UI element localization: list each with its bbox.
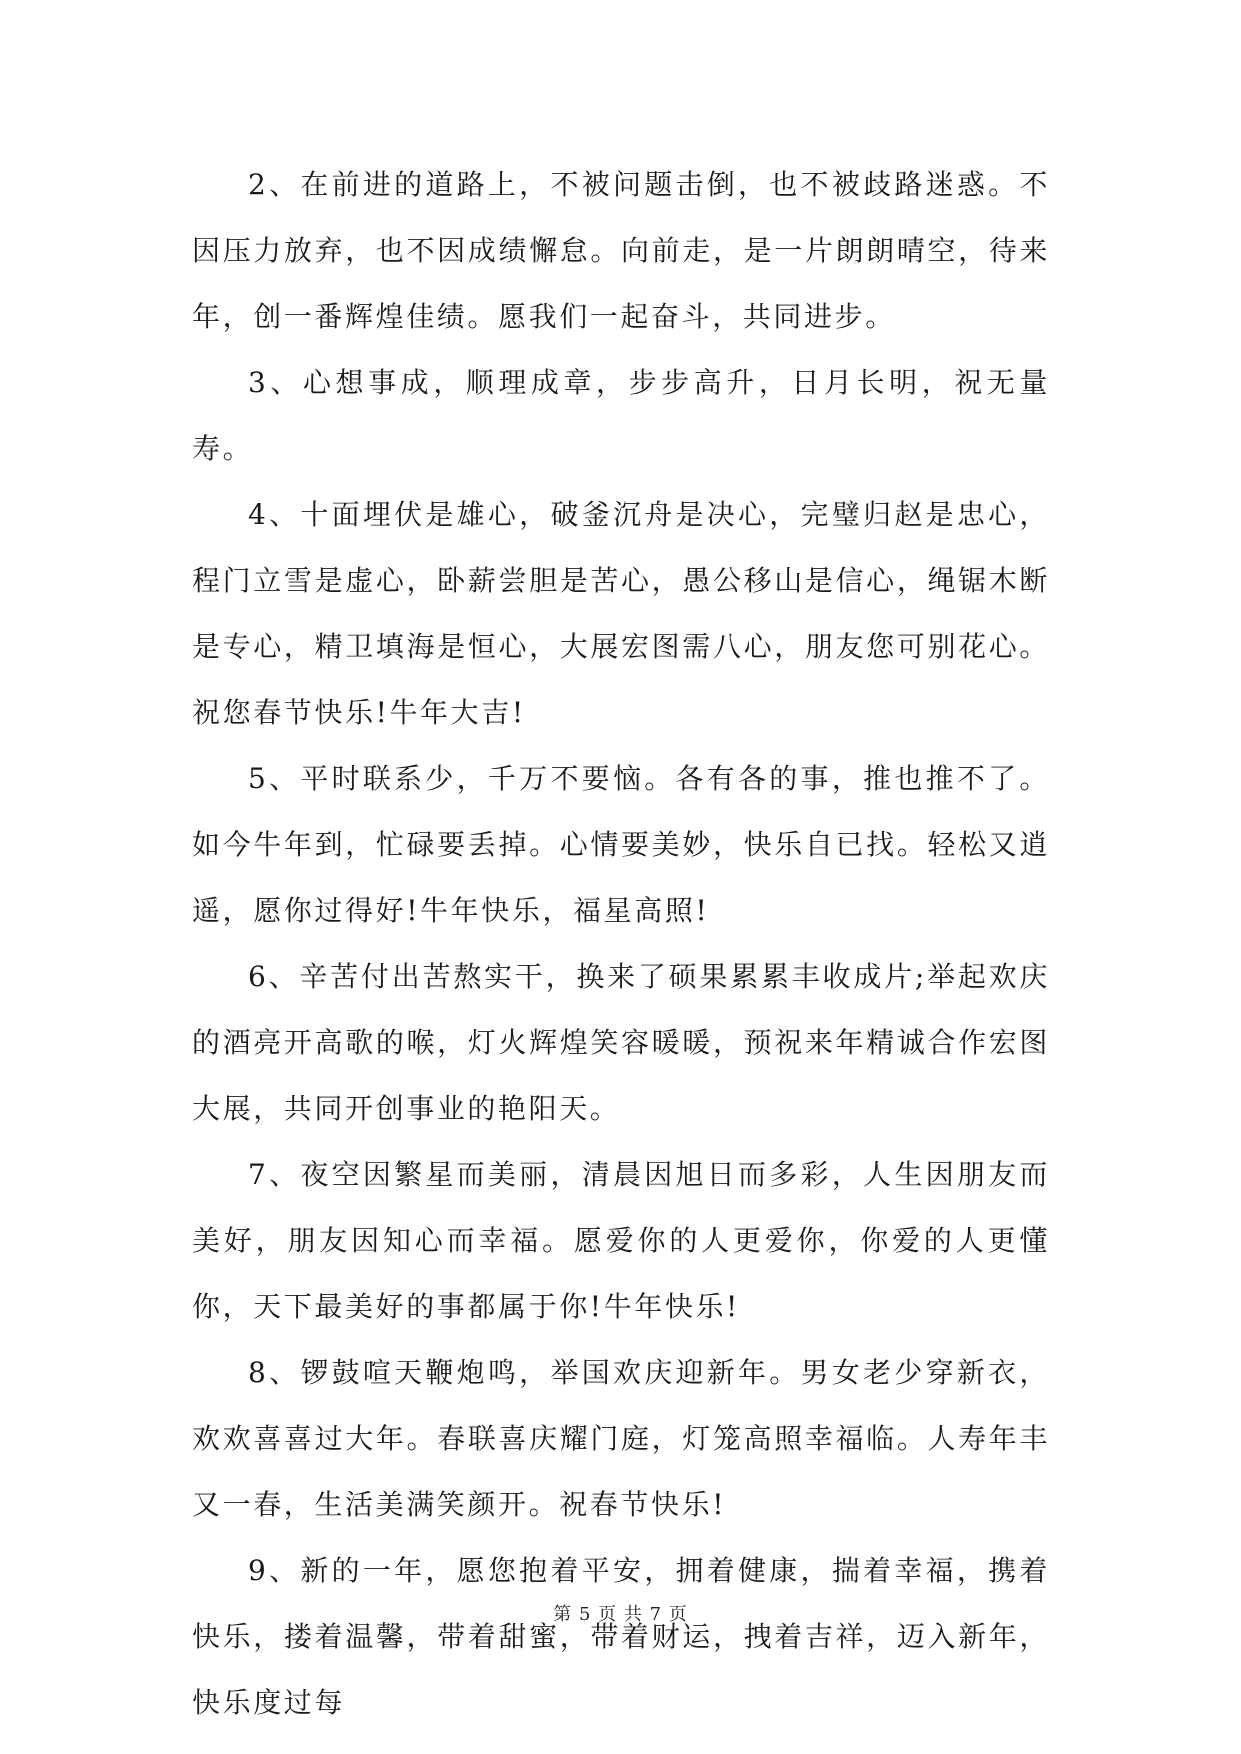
paragraph-8: 8、锣鼓喧天鞭炮鸣，举国欢庆迎新年。男女老少穿新衣，欢欢喜喜过大年。春联喜庆耀门庭，灯笼高照幸福临。人寿年丰又一春，生活美满笑颜开。祝春节快乐! bbox=[192, 1356, 1050, 1521]
paragraph-5: 5、平时联系少，千万不要恼。各有各的事，推也推不了。如今牛年到，忙碌要丢掉。心情要美妙，快乐自已找。轻松又逍遥，愿你过得好!牛年快乐，福星高照! bbox=[192, 762, 1050, 927]
paragraph-7: 7、夜空因繁星而美丽，清晨因旭日而多彩，人生因朋友而美好，朋友因知心而幸福。愿爱你的人更爱你，你爱的人更懂你，天下最美好的事都属于你!牛年快乐! bbox=[192, 1158, 1050, 1323]
document-body bbox=[192, 152, 1050, 1736]
page-number-footer: 第 5 页 共 7 页 bbox=[553, 1604, 688, 1625]
paragraph-2: 2、在前进的道路上，不被问题击倒，也不被歧路迷惑。不因压力放弃，也不因成绩懈怠。向前走，是一片朗朗晴空，待来年，创一番辉煌佳绩。愿我们一起奋斗，共同进步。 bbox=[192, 168, 1050, 333]
paragraph-3: 3、心想事成，顺理成章，步步高升，日月长明，祝无量寿。 bbox=[192, 366, 1050, 465]
paragraph-4: 4、十面埋伏是雄心，破釜沉舟是决心，完璧归赵是忠心，程门立雪是虚心，卧薪尝胆是苦心，愚公移山是信心，绳锯木断是专心，精卫填海是恒心，大展宏图需八心，朋友您可别花心。祝您春节快乐!牛年大吉! bbox=[192, 498, 1050, 729]
paragraph-9: 9、新的一年，愿您抱着平安，拥着健康，揣着幸福，携着快乐，搂着温馨，带着甜蜜，带着财运，拽着吉祥，迈入新年，快乐度过每 bbox=[192, 1554, 1050, 1719]
paragraph-6: 6、辛苦付出苦熬实干，换来了硕果累累丰收成片;举起欢庆的酒亮开高歌的喉，灯火辉煌笑容暖暖，预祝来年精诚合作宏图大展，共同开创事业的艳阳天。 bbox=[192, 960, 1050, 1125]
